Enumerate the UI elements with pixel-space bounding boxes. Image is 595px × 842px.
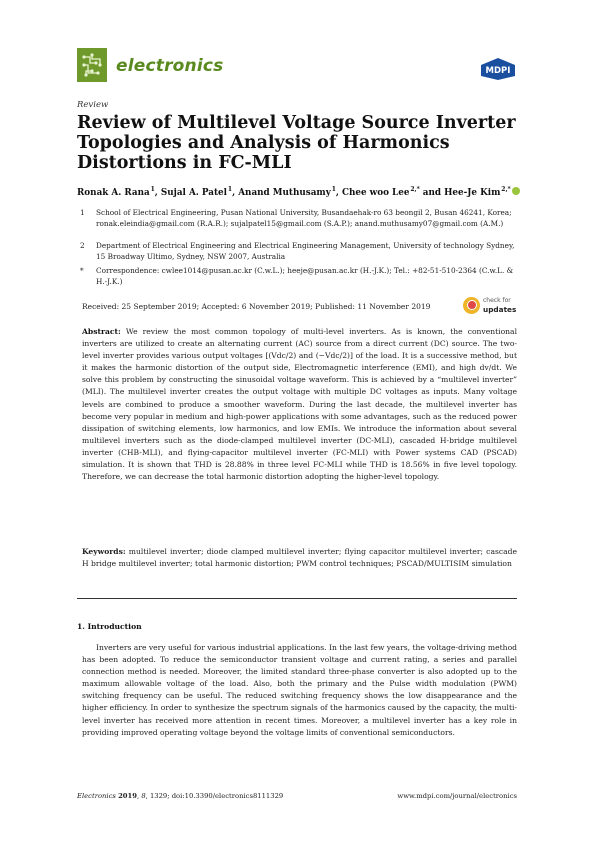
author-name: Sujal A. Patel [160, 187, 227, 198]
author-affiliation-mark: 1 [331, 186, 336, 193]
author-separator: and [419, 187, 445, 198]
author-affiliation-mark: 2,* [410, 186, 420, 193]
author-affiliation-mark: 1 [150, 186, 155, 193]
check-for-updates-line2: updates [483, 305, 517, 314]
mdpi-logo-icon [479, 57, 517, 81]
keywords-text: multilevel inverter; diode clamped multilevel inverter; flying capacitor multilevel inverter; cascade H bridge multilevel inverter; total harmonic distortion; PWM control techniques; PSCAD/MULTISIM simulation [82, 547, 517, 569]
section-heading: 1. Introduction [77, 622, 142, 631]
footer-url[interactable]: www.mdpi.com/journal/electronics [397, 792, 517, 800]
footer-journal: Electronics [77, 792, 116, 800]
affiliation-mark: * [80, 266, 84, 275]
check-for-updates-line1: check for [483, 297, 511, 304]
keywords [82, 546, 517, 570]
check-for-updates-badge[interactable] [463, 296, 523, 316]
author-separator: , [154, 187, 161, 198]
affiliation-2 [77, 240, 517, 263]
author-separator: , [335, 187, 343, 198]
author-separator: , [232, 187, 239, 198]
journal-name: electronics [116, 56, 224, 76]
author-name: Anand Muthusamy [238, 187, 331, 198]
affiliation-mark: 2 [80, 241, 85, 250]
author-affiliation-mark: 1 [227, 186, 233, 193]
footer-citation: Electronics 2019, 8, 1329; doi:10.3390/electronics8111329 [77, 792, 284, 800]
footer-year: 2019 [118, 792, 137, 800]
article-type: Review [77, 100, 109, 110]
introduction-text: Inverters are very useful for various industrial applications. In the last few years, the voltage-driving method has been adopted. To reduce the semiconductor transient voltage and current rating, a series and parallel connection method is needed. Moreover, the limited standard three-phase converter is also adopted up to the maximum allowable voltage of the load. Also, both the primary and the Pulse width modulation (PWM) switching frequency can be useful. The reduced switching frequency shows the low disappearance and the higher efficiency. In order to synthesize the spectrum signals of the harmonics caused by the capacity, the multi-level inverter has received more attention in recent times. Moreover, a multilevel inverter has a key role in providing improved operating voltage beyond the voltage limits of conventional semiconductors. [82, 643, 517, 737]
author-name: Ronak A. Rana [77, 187, 150, 198]
keywords-label: Keywords: [82, 547, 126, 556]
orcid-icon[interactable] [512, 187, 520, 195]
author-affiliation-mark: 2,* [501, 186, 511, 193]
affiliation-mark: 1 [80, 208, 85, 217]
publication-dates: Received: 25 September 2019; Accepted: 6 November 2019; Published: 11 November 2019 [82, 302, 431, 311]
abstract-label: Abstract: [82, 327, 121, 336]
journal-logo-icon [77, 48, 107, 82]
correspondence [77, 265, 517, 288]
affiliation-text: Department of Electrical Engineering and Electrical Engineering Management, University of technology Sydney, 15 Broadway Ultimo, Sydney, NSW 2007, Australia [96, 241, 515, 261]
author-name: Chee woo Lee [342, 187, 410, 198]
paper-title: Review of Multilevel Voltage Source Inverter Topologies and Analysis of Harmonics Distortions in FC-MLI [77, 113, 516, 173]
footer-doi: , 1329; doi:10.3390/electronics8111329 [145, 792, 284, 800]
author-name: Hee-Je Kim [444, 187, 501, 198]
author-list [77, 186, 527, 198]
affiliation-1 [77, 207, 517, 241]
abstract [82, 326, 517, 483]
affiliation-text: School of Electrical Engineering, Pusan National University, Busandaehak-ro 63 beongil 2, Busan 46241, Korea; ronak.eleindia@gmail.com (R.A.R.); sujalpatel15@gmail.com (S.A.P.); anand.muthusamy07@gmail.com (A.M.) [96, 208, 512, 228]
abstract-text: We review the most common topology of multi-level inverters. As is known, the conventional inverters are utilized to create an alternating current (AC) source from a direct current (DC) source. The two-level inverter provides various output voltages [(Vdc/2) and (−Vdc/2)] of the load. It is a successive method, but it makes the harmonic distortion of the output side, Electromagnetic interference (EMI), and high dv/dt. We solve this problem by constructing the sinusoidal voltage waveform. This is achieved by a “multilevel inverter” (MLI). The multilevel inverter creates the output voltage with multiple DC voltages as inputs. Many voltage levels are combined to produce a smoother waveform. During the last decade, the multilevel inverter has become very popular in medium and high-power applications with some advantages, such as the reduced power dissipation of switching elements, low harmonics, and low EMIs. We introduce the information about several multilevel inverters such as the diode-clamped multilevel inverter (DC-MLI), cascaded H-bridge multilevel inverter (CHB-MLI), and flying-capacitor multilevel inverter (FC-MLI) with Power systems CAD (PSCAD) simulation. It is shown that THD is 28.88% in three level FC-MLI while THD is 18.56% in five level topology. Therefore, we can decrease the total harmonic distortion adopting the higher-level topology. [82, 327, 517, 482]
svg-text:MDPI: MDPI [485, 66, 511, 76]
section-divider [77, 598, 517, 599]
footer-volume: 8 [141, 792, 146, 800]
check-for-updates-icon [463, 297, 480, 314]
introduction-paragraph [82, 642, 517, 739]
correspondence-text: Correspondence: cwlee1014@pusan.ac.kr (C.w.L.); heeje@pusan.ac.kr (H.-J.K.); Tel.: +82-51-510-2364 (C.w.L. & H.-J.K.) [96, 266, 514, 286]
